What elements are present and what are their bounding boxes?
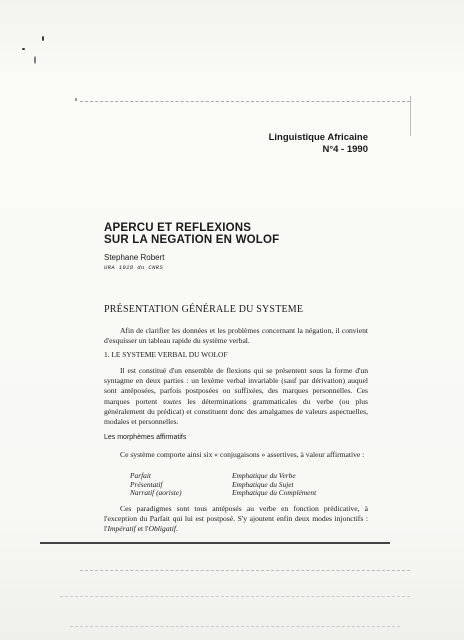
author-name: Stephane Robert	[104, 253, 165, 262]
conjugation-list-left	[130, 472, 182, 498]
author-affiliation: URA 1028 du CNRS	[104, 264, 164, 271]
scan-line-bottom	[60, 596, 410, 597]
scan-speck	[22, 48, 25, 50]
article-title	[104, 222, 279, 246]
intro-paragraph: Afin de clarifier les données et les problèmes concernant la négation, il convient d'esquisser un tableau rapide du système verbal.	[104, 326, 368, 346]
scan-line-bottom	[80, 570, 410, 571]
scan-line-top	[80, 101, 410, 102]
scan-speck	[42, 36, 44, 41]
journal-header	[269, 132, 368, 156]
para1-text-b: les déterminations grammaticales du verbe (ou plus généralement du prédicat) et constituent donc des amalgames de valeurs aspectuelles, modales et personnelles.	[104, 396, 368, 427]
section-heading: PRÉSENTATION GÉNÉRALE DU SYSTEME	[104, 304, 304, 315]
conjugation-item: Parfait	[130, 471, 151, 480]
para1-emphasis: toutes	[163, 396, 182, 406]
subsection-heading: 1. LE SYSTEME VERBAL DU WOLOF	[104, 350, 228, 359]
title-line-2: SUR LA NEGATION EN WOLOF	[104, 234, 280, 246]
conjugation-item: Emphatique du Verbe	[232, 471, 296, 480]
conjugation-list-right	[232, 472, 316, 498]
para3-text-mid: et l'	[135, 524, 149, 534]
obligatif-term: Obligatif	[148, 524, 176, 534]
scan-fold-line	[40, 542, 390, 544]
title-line-1: APERCU ET REFLEXIONS	[104, 222, 252, 234]
conjugation-item: Emphatique du Complément	[232, 488, 317, 498]
conjugation-item: Narratif (aoriste)	[130, 488, 182, 498]
body-paragraph-1	[104, 366, 368, 427]
scan-edge	[410, 96, 411, 136]
body-paragraph-2: Ce système comporte ainsi six « conjugaisons » assertives, à valeur affirmative :	[120, 450, 365, 459]
conjugation-item: Présentatif	[130, 479, 163, 489]
para1-text-a: Il est constitué d'un ensemble de flexions qui se présentent sous la forme d'un syntagme en deux parties : un lexème verbal invariable (sauf par dérivation) auquel sont antéposées, parfois postposées ou suffixées, des marques personnelles. Ces marques portent	[104, 366, 368, 406]
conjugation-item: Emphatique du Sujet	[232, 479, 294, 489]
scan-line-bottom	[70, 626, 400, 627]
journal-issue: N°4 - 1990	[322, 144, 368, 155]
scan-speck	[34, 56, 36, 64]
imperatif-term: Impératif	[107, 524, 136, 534]
scan-speck	[75, 98, 77, 101]
para3-text-a: Ces paradigmes sont tous antéposés au verbe en fonction prédicative, à l'exception du Parfait qui lui est postposé. S'y ajoutent enfin deux modes injonctifs : l'	[104, 504, 368, 534]
morphemes-heading: Les morphèmes affirmatifs	[104, 434, 187, 441]
body-paragraph-3	[104, 504, 368, 535]
journal-name: Linguistique Africaine	[268, 132, 368, 143]
para3-text-end: .	[175, 524, 178, 534]
